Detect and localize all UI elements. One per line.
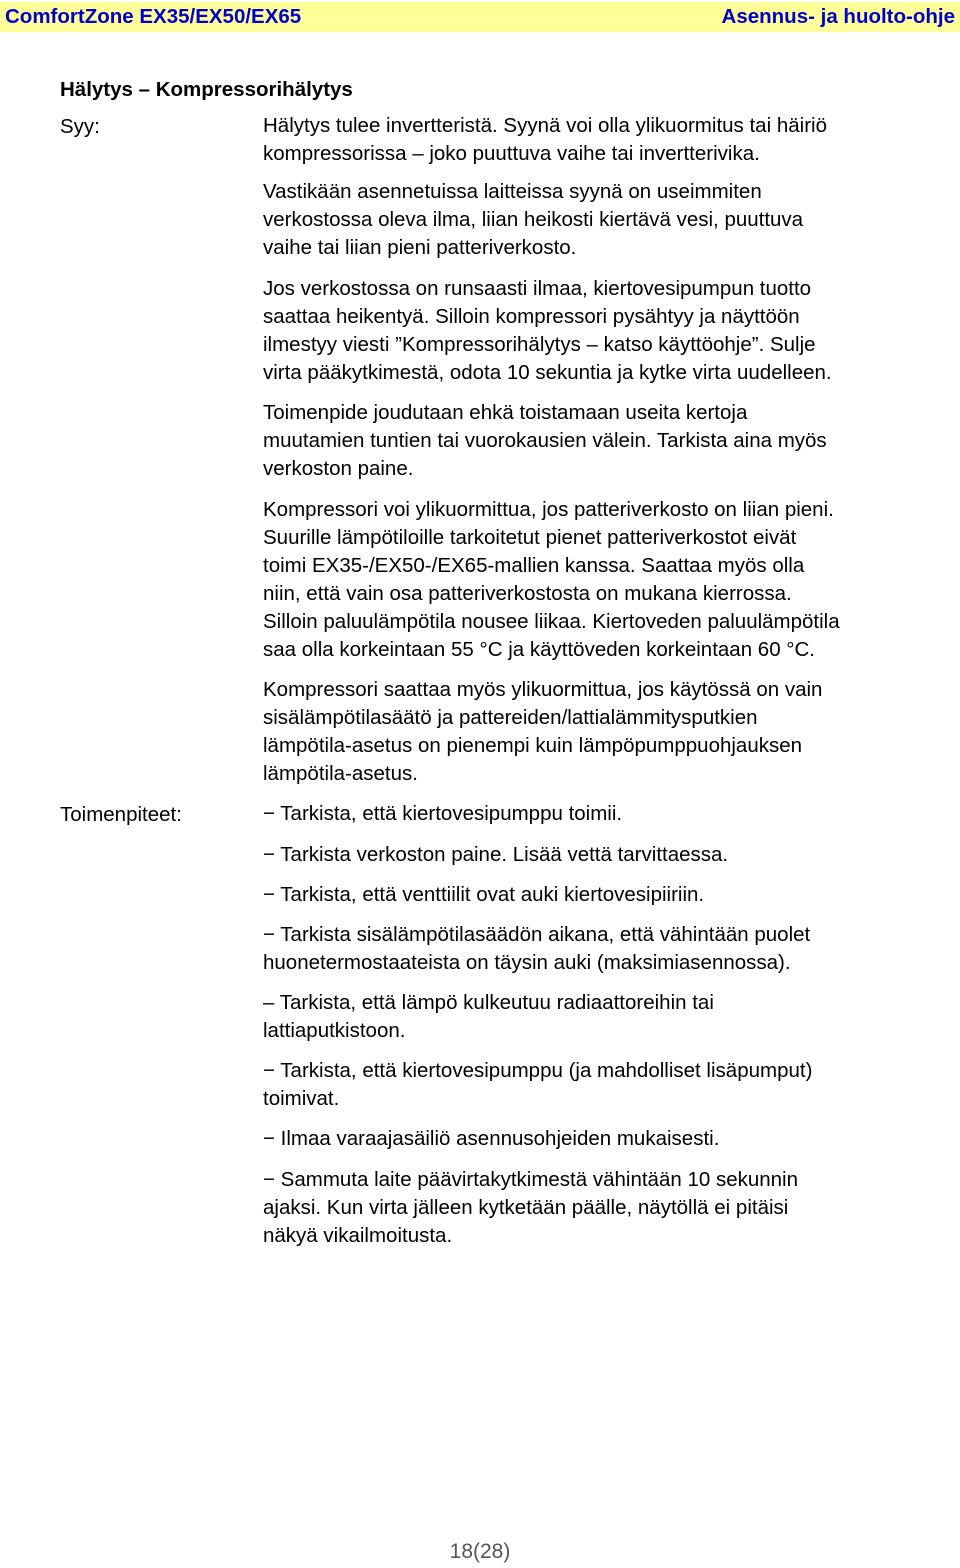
cause-text-3: Jos verkostossa on runsaasti ilmaa, kiertovesipumpun tuotto saattaa heikentyä. Silloin kompressori pysähtyy ja näyttöön ilmestyy viesti ”Kompressorihälytys – katso käyttöohje”. Sulje virta pääkytkimestä, odota 10 sekuntia ja kytke virta uudelleen. bbox=[263, 277, 832, 384]
cause-paragraph-2 bbox=[263, 178, 958, 262]
page-header bbox=[0, 2, 960, 32]
page-number: 18(28) bbox=[449, 1540, 511, 1563]
cause-label: Syy: bbox=[60, 115, 100, 138]
header-product-title: ComfortZone EX35/EX50/EX65 bbox=[5, 5, 302, 28]
action-item-4 bbox=[263, 921, 958, 977]
cause-text-4: Toimenpide joudutaan ehkä toistamaan useita kertoja muutamien tuntien tai vuorokausien välein. Tarkista aina myös verkoston paine. bbox=[263, 401, 827, 480]
cause-paragraph-6 bbox=[263, 676, 958, 788]
action-text-6: − Tarkista, että kiertovesipumppu (ja mahdolliset lisäpumput) toimivat. bbox=[263, 1059, 813, 1110]
action-text-8: − Sammuta laite päävirtakytkimestä vähintään 10 sekunnin ajaksi. Kun virta jälleen kytketään päälle, näytöllä ei pitäisi näkyä vikailmoitusta. bbox=[263, 1168, 799, 1247]
header-document-type: Asennus- ja huolto-ohje bbox=[721, 5, 955, 28]
action-item-6 bbox=[263, 1057, 958, 1113]
action-text-4: − Tarkista sisälämpötilasäädön aikana, että vähintään puolet huonetermostaateista on täysin auki (maksimiasennossa). bbox=[263, 923, 811, 974]
action-text-1: − Tarkista, että kiertovesipumppu toimii. bbox=[263, 802, 623, 825]
action-text-5: – Tarkista, että lämpö kulkeutuu radiaattoreihin tai lattiaputkistoon. bbox=[263, 991, 714, 1042]
cause-paragraph-1 bbox=[263, 112, 958, 168]
cause-paragraph-5 bbox=[263, 496, 958, 664]
section-title: Hälytys – Kompressorihälytys bbox=[60, 78, 353, 101]
cause-text-6: Kompressori saattaa myös ylikuormittua, jos käytössä on vain sisälämpötilasäätö ja pattereiden/lattialämmitysputkien lämpötila-asetus on pienempi kuin lämpöpumppuohjauksen lämpötila-asetus. bbox=[263, 678, 823, 785]
cause-paragraph-3 bbox=[263, 275, 958, 387]
action-item-7 bbox=[263, 1125, 958, 1153]
action-text-2: − Tarkista verkoston paine. Lisää vettä tarvittaessa. bbox=[263, 843, 729, 866]
action-item-1 bbox=[263, 800, 958, 828]
action-item-3 bbox=[263, 881, 958, 909]
cause-text-2: Vastikään asennetuissa laitteissa syynä on useimmiten verkostossa oleva ilma, liian heikosti kiertävä vesi, puuttuva vaihe tai liian pieni patteriverkosto. bbox=[263, 180, 804, 259]
action-text-7: − Ilmaa varaajasäiliö asennusohjeiden mukaisesti. bbox=[263, 1127, 720, 1150]
actions-label: Toimenpiteet: bbox=[60, 803, 182, 826]
cause-text-1: Hälytys tulee invertteristä. Syynä voi olla ylikuormitus tai häiriö kompressorissa – joko puuttuva vaihe tai invertterivika. bbox=[263, 114, 827, 165]
cause-text-5: Kompressori voi ylikuormittua, jos patteriverkosto on liian pieni. Suurille lämpötiloille tarkoitetut pienet patteriverkostot eivät toimi EX35-/EX50-/EX65-mallien kanssa. Saattaa myös olla niin, että vain osa patteriverkostosta on mukana kierrossa. Silloin paluulämpötila nousee liikaa. Kiertoveden paluulämpötila saa olla korkeintaan 55 °C ja käyttöveden korkeintaan 60 °C. bbox=[263, 498, 840, 661]
action-text-3: − Tarkista, että venttiilit ovat auki kiertovesipiiriin. bbox=[263, 883, 705, 906]
action-item-8 bbox=[263, 1166, 958, 1250]
action-item-2 bbox=[263, 841, 958, 869]
cause-paragraph-4 bbox=[263, 399, 958, 483]
action-item-5 bbox=[263, 989, 958, 1045]
